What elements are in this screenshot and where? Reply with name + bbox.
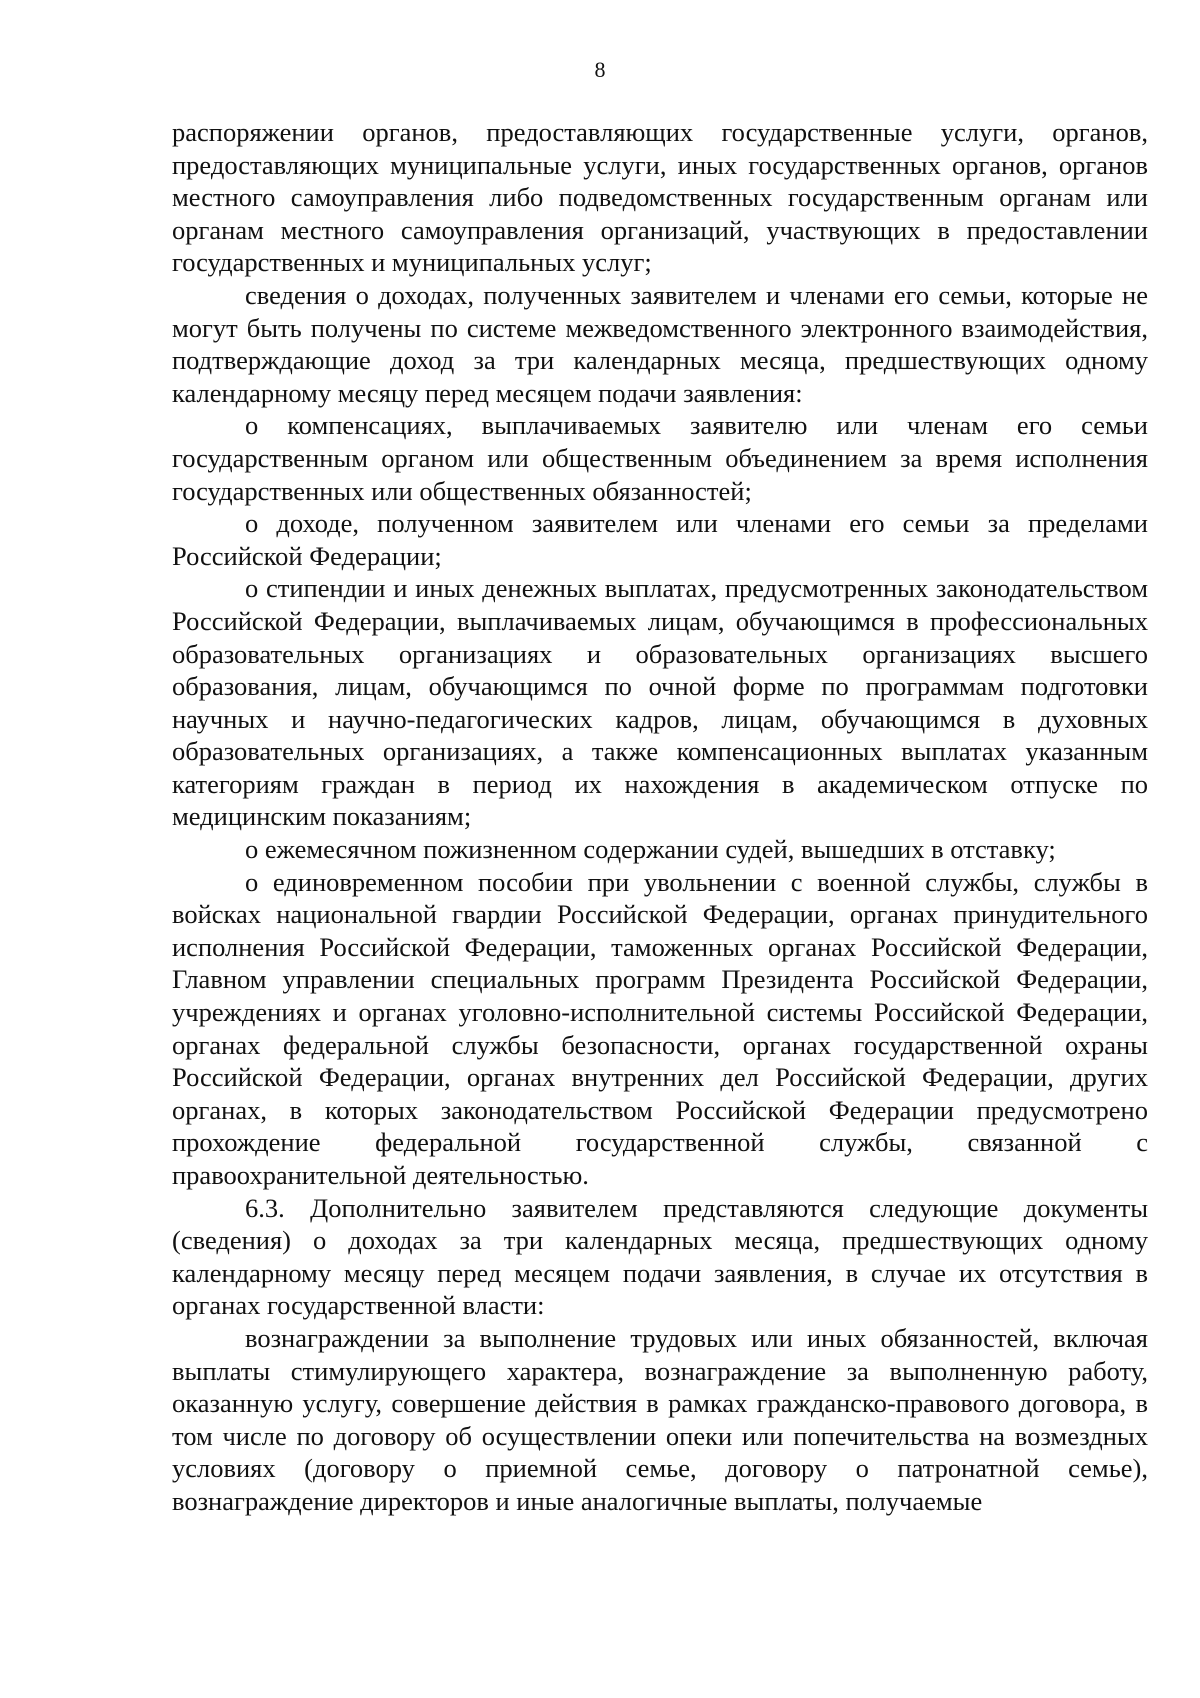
paragraph-2: сведения о доходах, полученных заявителем и членами его семьи, которые не могут быть получены по системе межведомственного электронного взаимодействия, подтверждающие доход за три календарных месяца, предшествующих одному календарному месяцу перед месяцем подачи заявления: bbox=[172, 279, 1148, 408]
paragraph-9: вознаграждении за выполнение трудовых или иных обязанностей, включая выплаты стимулирующего характера, вознаграждение за выполненную работу, оказанную услугу, совершение действия в рамках гражданско-правового договора, в том числе по договору об осуществлении опеки или попечительства на возмездных условиях (договору о приемной семье, договору о патронатной семье), вознаграждение директоров и иные аналогичные выплаты, получаемые bbox=[172, 1322, 1148, 1516]
paragraph-7: о единовременном пособии при увольнении с военной службы, службы в войсках национальной гвардии Российской Федерации, органах принудительного исполнения Российской Федерации, таможенных органах Российской Федерации, Главном управлении специальных программ Президента Российской Федерации, учреждениях и органах уголовно-исполнительной системы Российской Федерации, органах федеральной службы безопасности, органах государственной охраны Российской Федерации, органах внутренних дел Российской Федерации, других органах, в которых законодательством Российской Федерации предусмотрено прохождение федеральной государственной службы, связанной с правоохранительной деятельностью. bbox=[172, 866, 1148, 1190]
paragraph-3: о компенсациях, выплачиваемых заявителю или членам его семьи государственным органом или общественным объединением за время исполнения государственных или общественных обязанностей; bbox=[172, 410, 1148, 506]
paragraph-6: о ежемесячном пожизненном содержании судей, вышедших в отставку; bbox=[245, 834, 1056, 865]
paragraph-4: о доходе, полученном заявителем или членами его семьи за пределами Российской Федерации; bbox=[172, 508, 1148, 571]
paragraph-1: распоряжении органов, предоставляющих государственные услуги, органов, предоставляющих муниципальные услуги, иных государственных органов, органов местного самоуправления либо подведомственных государственным органам или органам местного самоуправления организаций, участвующих в предоставлении государственных и муниципальных услуг; bbox=[172, 117, 1148, 278]
page-number: 8 bbox=[594, 57, 606, 82]
paragraph-8: 6.3. Дополнительно заявителем представляются следующие документы (сведения) о доходах за три календарных месяца, предшествующих одному календарному месяцу перед месяцем подачи заявления, в случае их отсутствия в органах государственной власти: bbox=[172, 1192, 1148, 1321]
document-body bbox=[172, 116, 1148, 1518]
paragraph-5: о стипендии и иных денежных выплатах, предусмотренных законодательством Российской Федерации, выплачиваемых лицам, обучающимся в профессиональных образовательных организациях и образовательных организациях высшего образования, лицам, обучающимся по очной форме по программам подготовки научных и научно-педагогических кадров, лицам, обучающимся в духовных образовательных организациях, а также компенсационных выплатах указанным категориям граждан в период их нахождения в академическом отпуске по медицинским показаниям; bbox=[172, 573, 1148, 832]
